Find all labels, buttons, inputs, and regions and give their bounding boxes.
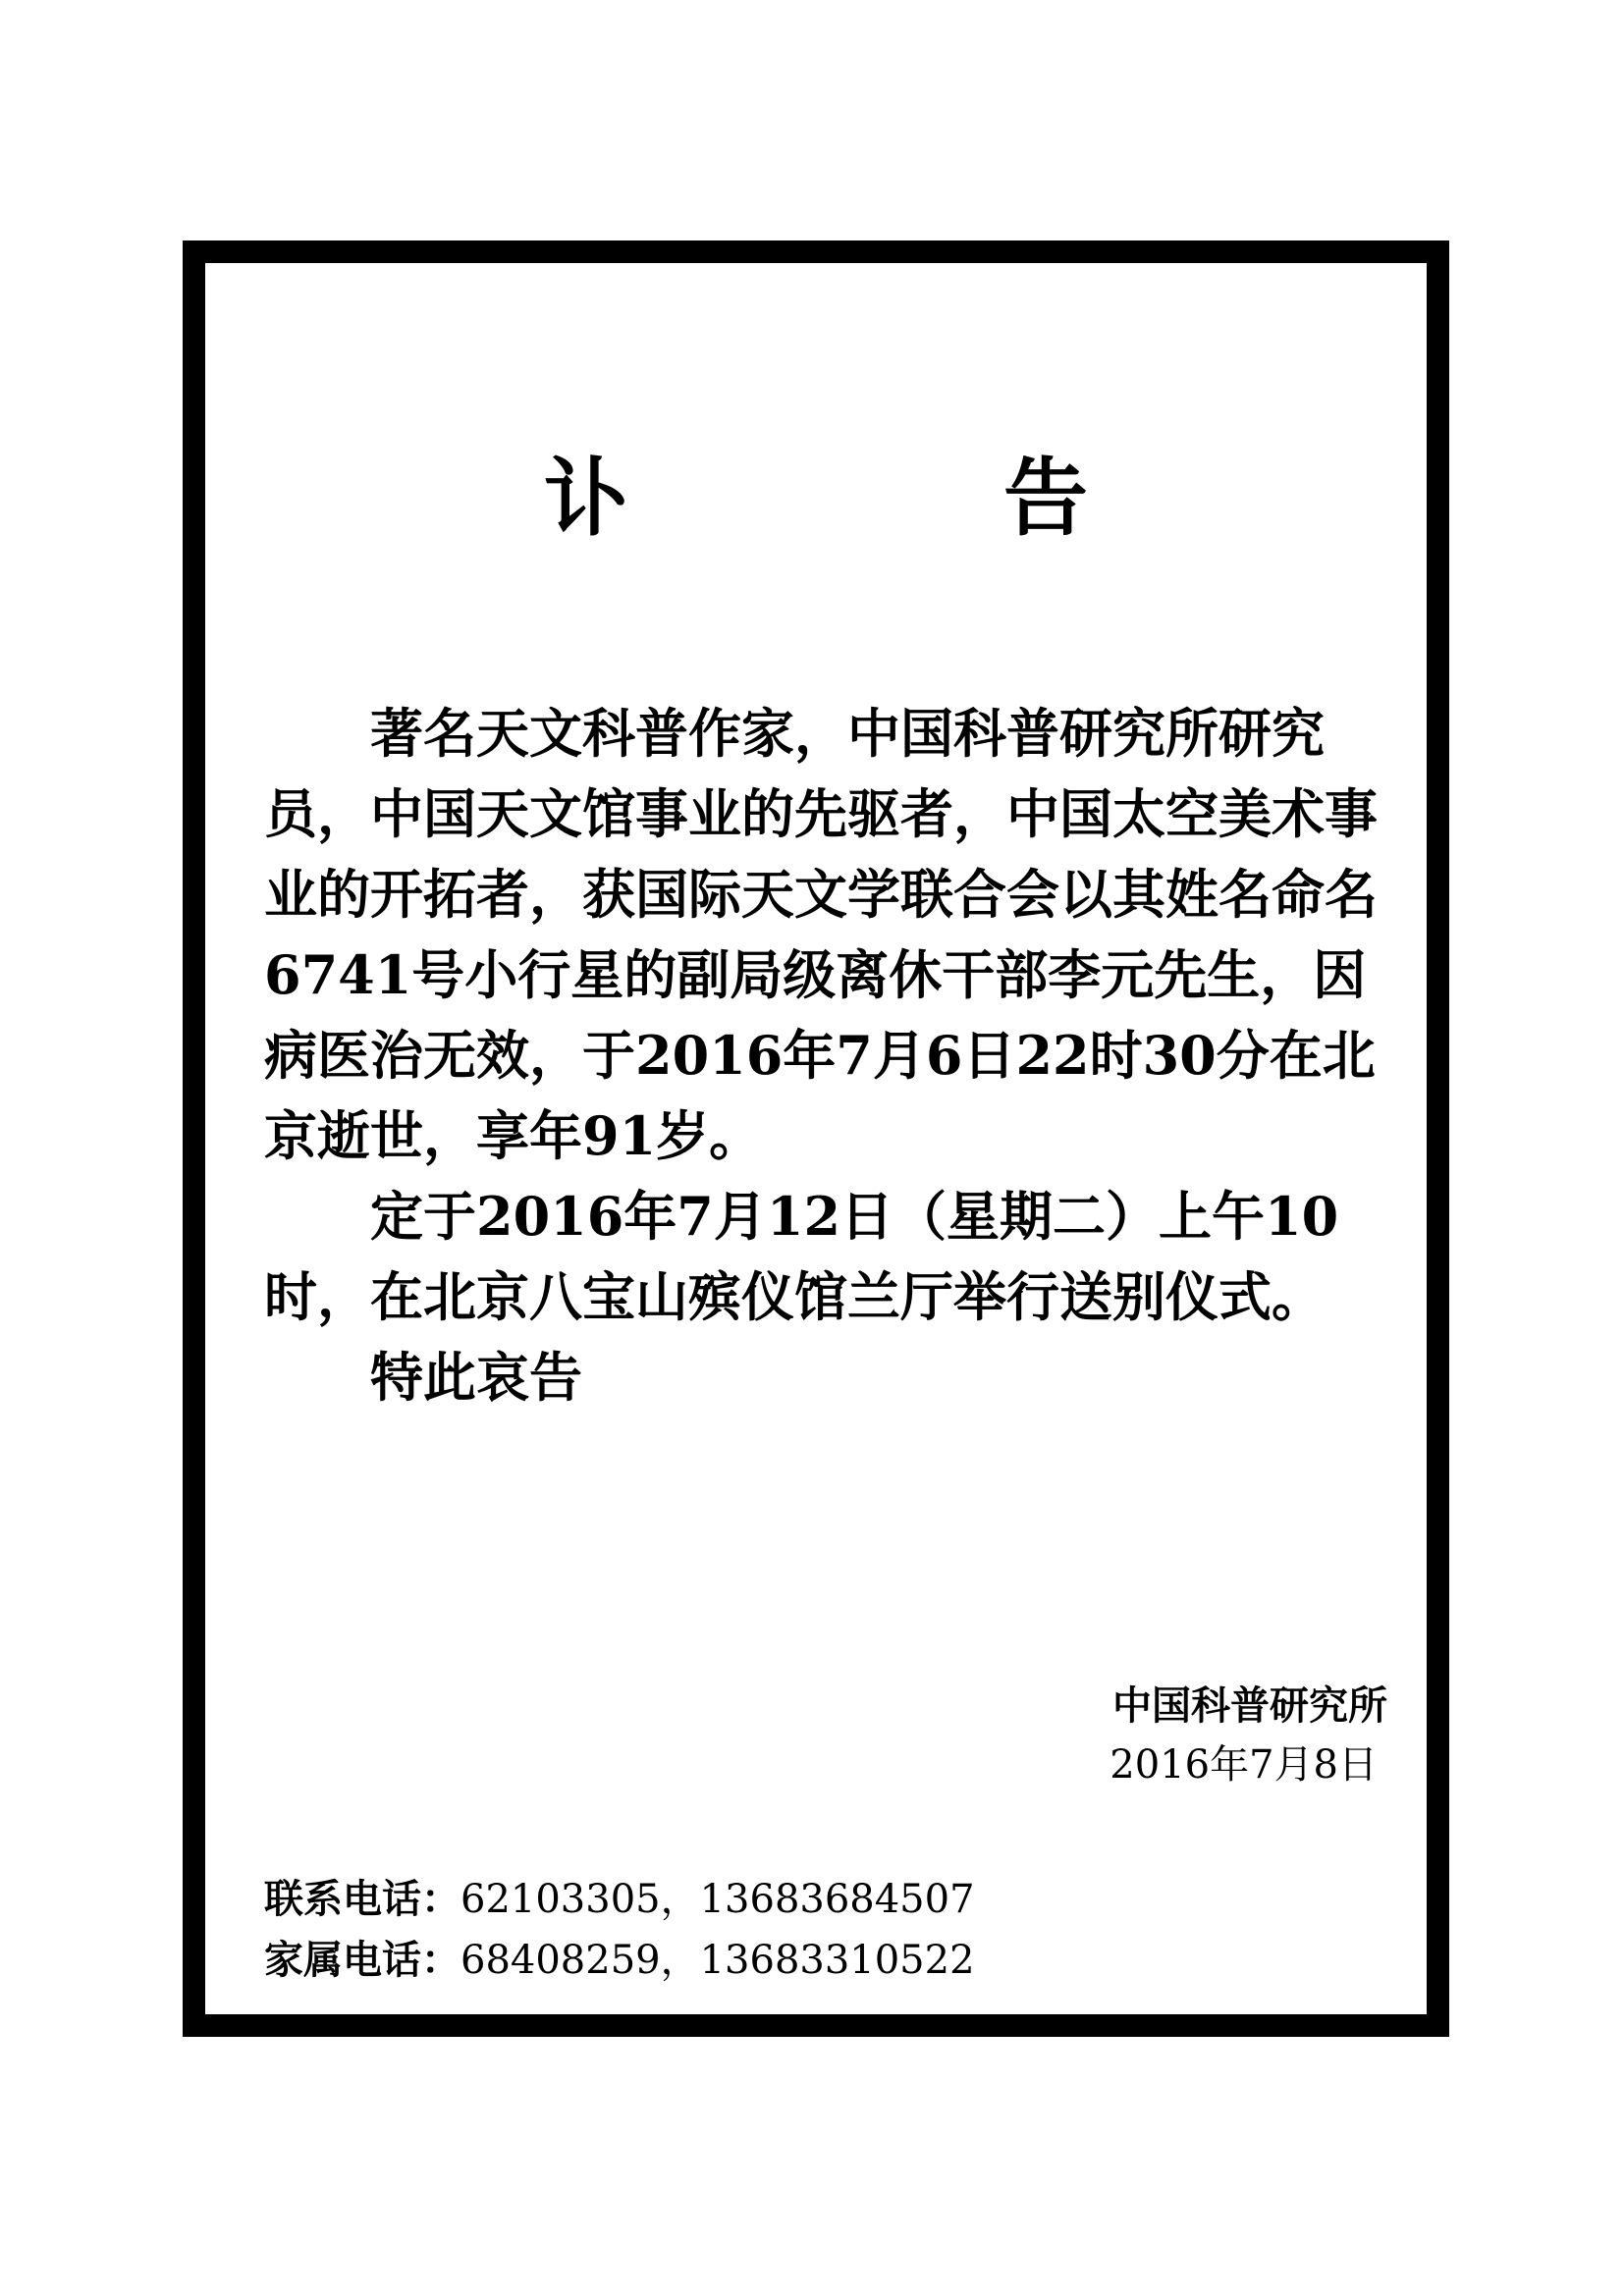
issue-date: 2016年7月8日 bbox=[1110, 1742, 1378, 1788]
obituary-frame bbox=[183, 240, 1449, 2037]
notice-paragraph-ceremony: 定于2016年7月12日（星期二）上午10时，在北京八宝山殡仪馆兰厅举行送别仪式。 bbox=[264, 1185, 1339, 1328]
contact-phone-numbers: 62103305，13683684507 bbox=[460, 1877, 975, 1922]
contact-row-family bbox=[264, 1930, 975, 1991]
contact-label: 联系电话： bbox=[264, 1876, 460, 1922]
notice-body bbox=[264, 693, 1393, 1417]
signature-block bbox=[1110, 1677, 1387, 1794]
contact-phone-numbers: 68408259，13683310522 bbox=[460, 1938, 975, 1983]
contact-row-office bbox=[264, 1869, 975, 1930]
contact-label: 家属电话： bbox=[264, 1937, 460, 1983]
notice-signoff: 特此哀告 bbox=[370, 1346, 582, 1409]
contact-list bbox=[264, 1869, 975, 1991]
notice-paragraph-death: 著名天文科普作家，中国科普研究所研究员，中国天文馆事业的先驱者，中国太空美术事业的开拓者，获国际天文学联合会以其姓名命名6741号小行星的副局级离休干部李元先生，因病医治无效，于2016年7月6日22时30分在北京逝世，享年91岁。 bbox=[264, 702, 1378, 1167]
issuer-name: 中国科普研究所 bbox=[1112, 1682, 1387, 1729]
notice-title: 讣 告 bbox=[544, 449, 1261, 548]
